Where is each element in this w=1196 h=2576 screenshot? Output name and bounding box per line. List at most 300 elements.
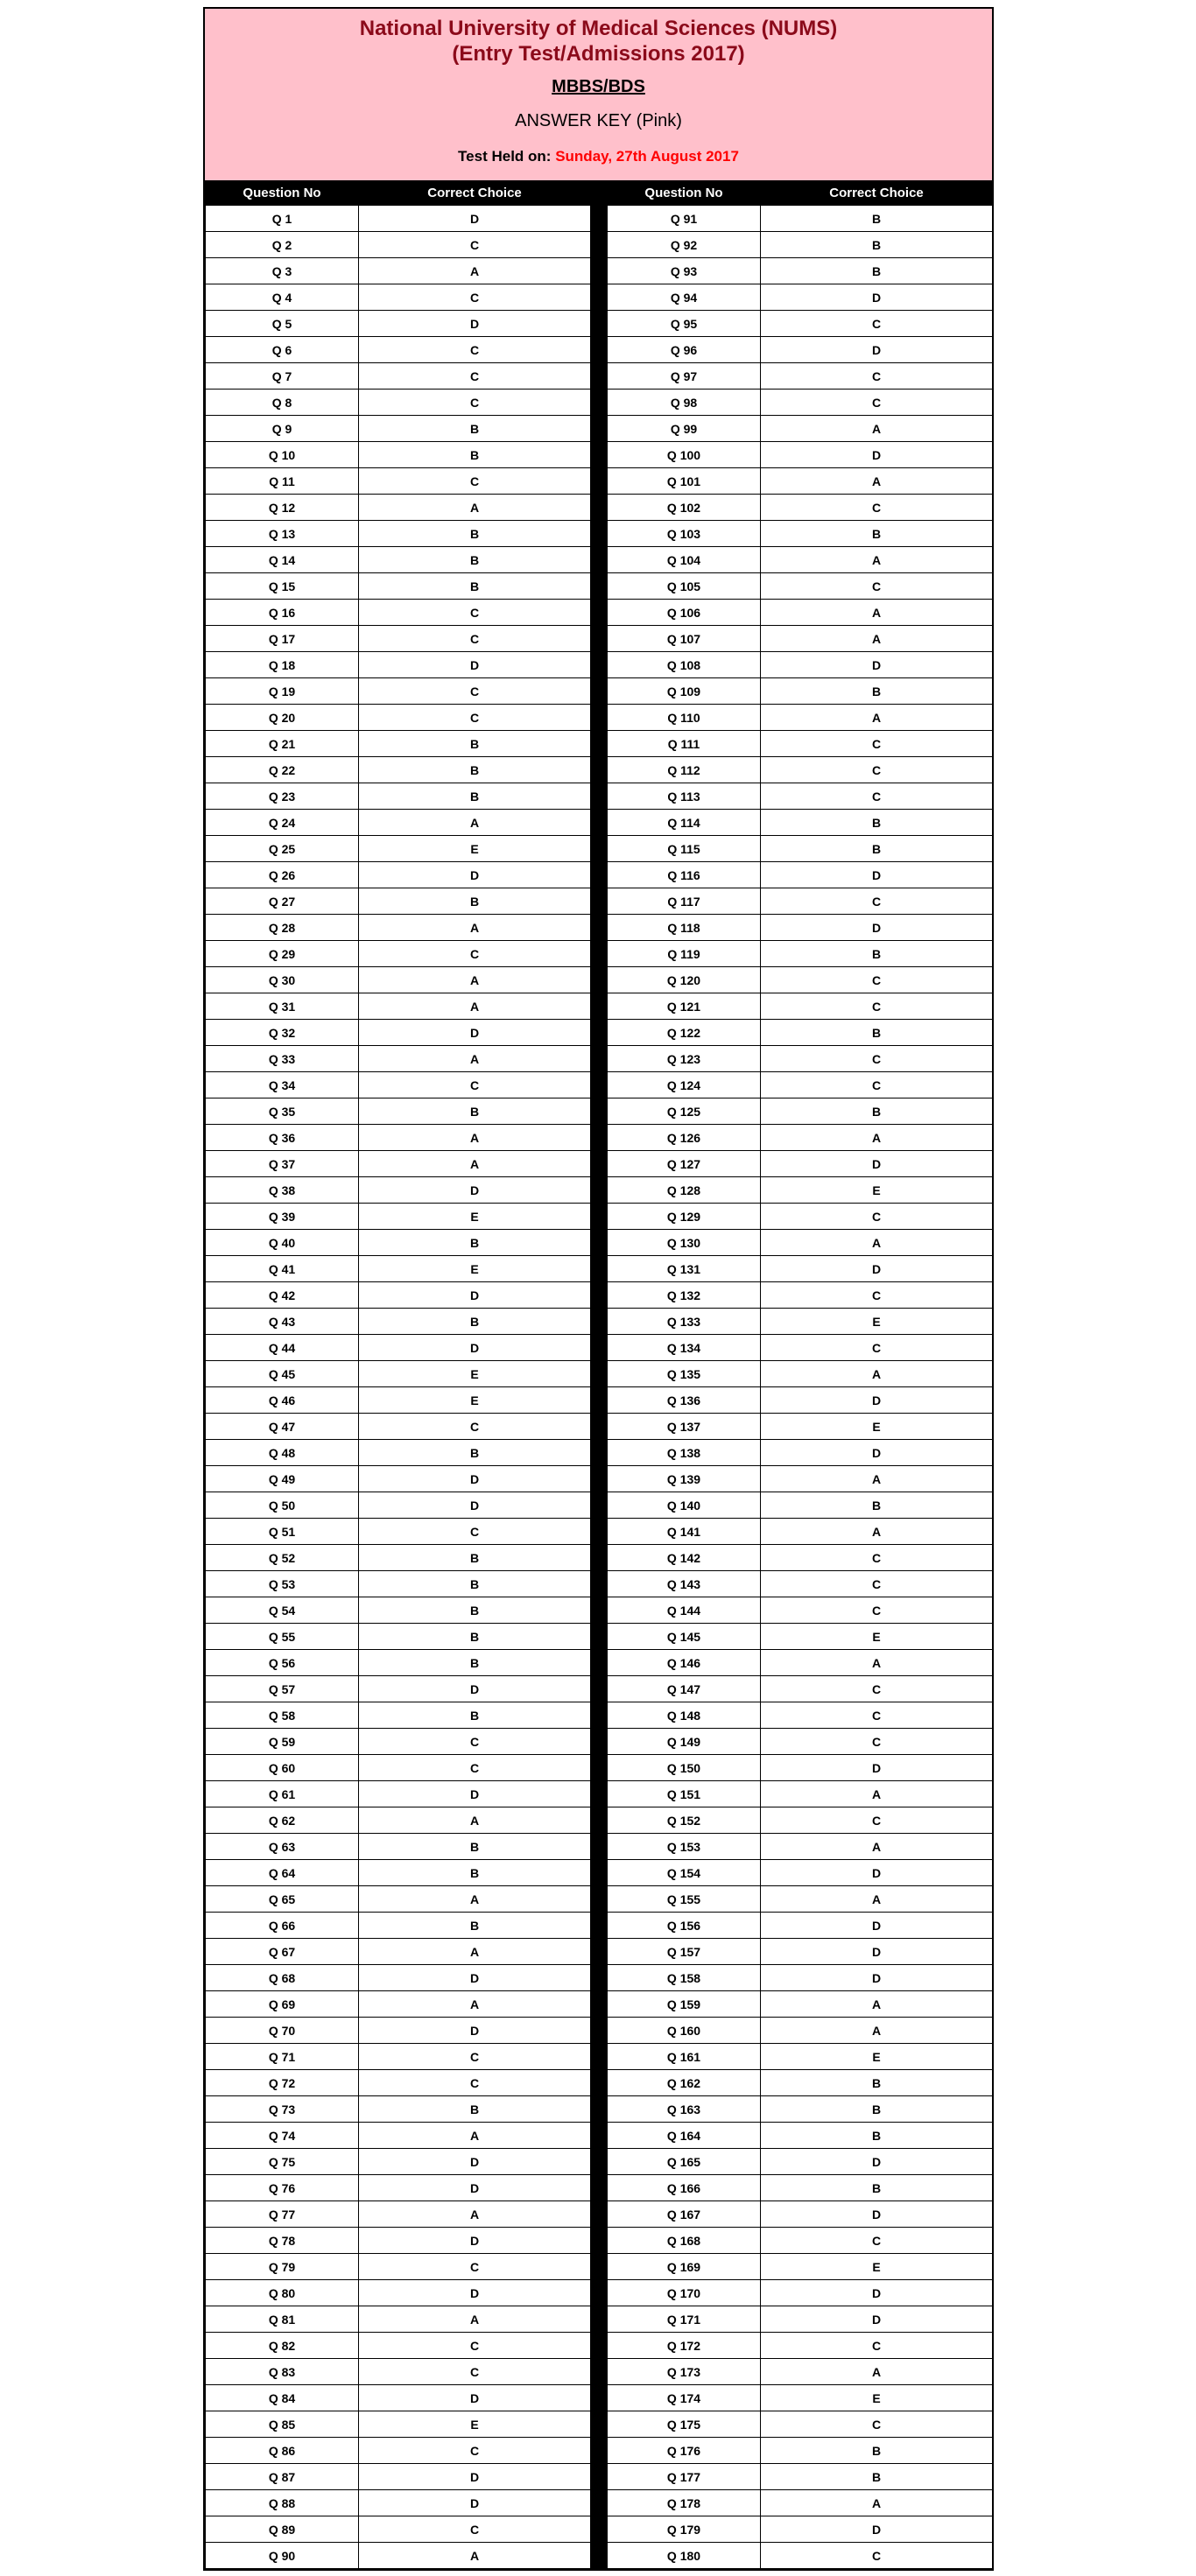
column-separator <box>591 1650 608 1676</box>
correct-choice-cell: D <box>359 2490 591 2516</box>
correct-choice-cell: E <box>761 1414 993 1440</box>
column-separator <box>591 258 608 284</box>
column-separator <box>591 1072 608 1098</box>
column-separator <box>591 284 608 311</box>
question-number-cell: Q 93 <box>608 258 761 284</box>
table-row <box>206 1098 993 1125</box>
question-number-cell: Q 15 <box>206 573 359 600</box>
question-number-cell: Q 167 <box>608 2201 761 2228</box>
table-row <box>206 337 993 363</box>
question-number-cell: Q 137 <box>608 1414 761 1440</box>
correct-choice-cell: C <box>761 2228 993 2254</box>
correct-choice-cell: C <box>359 2070 591 2096</box>
column-separator <box>591 810 608 836</box>
question-number-cell: Q 125 <box>608 1098 761 1125</box>
correct-choice-cell: C <box>761 1204 993 1230</box>
question-number-cell: Q 61 <box>206 1781 359 1807</box>
question-number-cell: Q 85 <box>206 2411 359 2438</box>
question-number-cell: Q 69 <box>206 1991 359 2018</box>
question-number-cell: Q 94 <box>608 284 761 311</box>
question-number-cell: Q 26 <box>206 862 359 888</box>
test-held-label: Test Held on: <box>458 148 552 165</box>
question-number-cell: Q 139 <box>608 1466 761 1492</box>
table-row <box>206 468 993 495</box>
correct-choice-cell: E <box>359 1256 591 1282</box>
correct-choice-cell: C <box>761 888 993 915</box>
table-row <box>206 1492 993 1519</box>
correct-choice-cell: C <box>761 363 993 390</box>
column-separator <box>591 1177 608 1204</box>
question-number-cell: Q 121 <box>608 993 761 1020</box>
table-row <box>206 2201 993 2228</box>
table-row <box>206 2385 993 2411</box>
question-number-cell: Q 138 <box>608 1440 761 1466</box>
table-row <box>206 2359 993 2385</box>
question-number-cell: Q 50 <box>206 1492 359 1519</box>
question-number-cell: Q 126 <box>608 1125 761 1151</box>
column-separator <box>591 1020 608 1046</box>
question-number-cell: Q 84 <box>206 2385 359 2411</box>
correct-choice-cell: B <box>359 573 591 600</box>
column-separator <box>591 626 608 652</box>
question-number-cell: Q 56 <box>206 1650 359 1676</box>
question-number-cell: Q 177 <box>608 2464 761 2490</box>
column-separator <box>591 678 608 705</box>
table-row <box>206 836 993 862</box>
table-row <box>206 573 993 600</box>
question-number-cell: Q 152 <box>608 1807 761 1834</box>
column-separator <box>591 2123 608 2149</box>
question-number-cell: Q 160 <box>608 2018 761 2044</box>
column-separator <box>591 1991 608 2018</box>
correct-choice-cell: A <box>761 1230 993 1256</box>
table-row <box>206 363 993 390</box>
column-separator <box>591 2385 608 2411</box>
correct-choice-cell: C <box>359 705 591 731</box>
correct-choice-cell: C <box>359 2333 591 2359</box>
correct-choice-cell: B <box>359 1545 591 1571</box>
correct-choice-cell: A <box>359 1807 591 1834</box>
column-separator <box>591 1729 608 1755</box>
column-separator <box>591 1492 608 1519</box>
question-number-cell: Q 108 <box>608 652 761 678</box>
correct-choice-cell: C <box>359 1755 591 1781</box>
question-number-cell: Q 57 <box>206 1676 359 1702</box>
table-row <box>206 678 993 705</box>
question-number-cell: Q 27 <box>206 888 359 915</box>
column-separator <box>591 1781 608 1807</box>
correct-choice-cell: B <box>761 1020 993 1046</box>
question-number-cell: Q 22 <box>206 757 359 783</box>
correct-choice-cell: D <box>761 1256 993 1282</box>
question-number-cell: Q 45 <box>206 1361 359 1387</box>
column-separator <box>591 1204 608 1230</box>
column-separator <box>591 1309 608 1335</box>
question-number-cell: Q 101 <box>608 468 761 495</box>
question-number-cell: Q 148 <box>608 1702 761 1729</box>
table-row <box>206 2306 993 2333</box>
correct-choice-cell: B <box>761 521 993 547</box>
correct-choice-cell: C <box>359 600 591 626</box>
correct-choice-cell: D <box>761 862 993 888</box>
column-separator <box>591 1807 608 1834</box>
correct-choice-cell: B <box>359 1650 591 1676</box>
question-number-cell: Q 134 <box>608 1335 761 1361</box>
column-separator <box>591 1282 608 1309</box>
question-number-cell: Q 11 <box>206 468 359 495</box>
question-number-cell: Q 112 <box>608 757 761 783</box>
question-number-cell: Q 109 <box>608 678 761 705</box>
correct-choice-cell: C <box>761 495 993 521</box>
column-separator <box>591 941 608 967</box>
question-number-cell: Q 28 <box>206 915 359 941</box>
correct-choice-cell: D <box>761 1860 993 1886</box>
question-number-cell: Q 135 <box>608 1361 761 1387</box>
correct-choice-cell: C <box>359 2044 591 2070</box>
correct-choice-cell: C <box>761 1729 993 1755</box>
question-number-cell: Q 172 <box>608 2333 761 2359</box>
correct-choice-header-left: Correct Choice <box>359 180 591 206</box>
table-row <box>206 1204 993 1230</box>
column-separator <box>591 2280 608 2306</box>
table-row <box>206 1834 993 1860</box>
correct-choice-cell: D <box>761 1151 993 1177</box>
question-number-cell: Q 106 <box>608 600 761 626</box>
question-number-cell: Q 60 <box>206 1755 359 1781</box>
correct-choice-cell: A <box>761 1834 993 1860</box>
table-row <box>206 1886 993 1913</box>
correct-choice-cell: B <box>359 1860 591 1886</box>
question-number-cell: Q 13 <box>206 521 359 547</box>
table-row <box>206 1256 993 1282</box>
column-separator <box>591 337 608 363</box>
correct-choice-cell: C <box>761 757 993 783</box>
correct-choice-cell: C <box>359 284 591 311</box>
table-row <box>206 652 993 678</box>
table-row <box>206 2018 993 2044</box>
question-number-cell: Q 66 <box>206 1913 359 1939</box>
question-number-cell: Q 77 <box>206 2201 359 2228</box>
table-row <box>206 1177 993 1204</box>
column-separator <box>591 1545 608 1571</box>
question-number-cell: Q 32 <box>206 1020 359 1046</box>
question-number-cell: Q 98 <box>608 390 761 416</box>
correct-choice-cell: A <box>761 1466 993 1492</box>
table-row <box>206 1624 993 1650</box>
question-number-cell: Q 25 <box>206 836 359 862</box>
question-number-cell: Q 96 <box>608 337 761 363</box>
correct-choice-cell: C <box>359 2254 591 2280</box>
column-separator <box>591 1939 608 1965</box>
correct-choice-cell: A <box>761 1361 993 1387</box>
table-row <box>206 1676 993 1702</box>
correct-choice-cell: C <box>359 1072 591 1098</box>
question-number-cell: Q 146 <box>608 1650 761 1676</box>
question-number-cell: Q 174 <box>608 2385 761 2411</box>
table-row <box>206 1335 993 1361</box>
correct-choice-cell: A <box>359 810 591 836</box>
correct-choice-cell: A <box>761 1886 993 1913</box>
answer-key-label: ANSWER KEY (Pink) <box>515 111 682 130</box>
correct-choice-cell: B <box>359 1571 591 1597</box>
question-number-cell: Q 170 <box>608 2280 761 2306</box>
correct-choice-cell: B <box>761 258 993 284</box>
correct-choice-cell: D <box>359 2175 591 2201</box>
correct-choice-cell: B <box>761 810 993 836</box>
column-separator <box>591 2044 608 2070</box>
correct-choice-cell: C <box>761 1597 993 1624</box>
correct-choice-cell: B <box>359 1597 591 1624</box>
table-row <box>206 1860 993 1886</box>
correct-choice-cell: B <box>761 1492 993 1519</box>
correct-choice-cell: D <box>359 2149 591 2175</box>
column-separator <box>591 2464 608 2490</box>
correct-choice-cell: D <box>359 1466 591 1492</box>
table-row <box>206 1991 993 2018</box>
column-separator <box>591 1519 608 1545</box>
correct-choice-cell: C <box>761 2543 993 2569</box>
table-row <box>206 495 993 521</box>
column-separator <box>591 1098 608 1125</box>
table-row <box>206 284 993 311</box>
correct-choice-cell: A <box>359 2123 591 2149</box>
correct-choice-cell: A <box>359 1151 591 1177</box>
column-separator <box>591 1965 608 1991</box>
question-number-cell: Q 70 <box>206 2018 359 2044</box>
table-row <box>206 1230 993 1256</box>
correct-choice-cell: D <box>359 1177 591 1204</box>
correct-choice-cell: A <box>359 915 591 941</box>
question-number-cell: Q 103 <box>608 521 761 547</box>
question-number-cell: Q 133 <box>608 1309 761 1335</box>
question-number-cell: Q 168 <box>608 2228 761 2254</box>
correct-choice-cell: B <box>761 2070 993 2096</box>
question-number-cell: Q 41 <box>206 1256 359 1282</box>
correct-choice-cell: D <box>761 1913 993 1939</box>
correct-choice-cell: A <box>359 1046 591 1072</box>
column-separator <box>591 180 608 206</box>
correct-choice-cell: D <box>359 2018 591 2044</box>
question-number-cell: Q 161 <box>608 2044 761 2070</box>
question-number-cell: Q 49 <box>206 1466 359 1492</box>
question-number-cell: Q 7 <box>206 363 359 390</box>
correct-choice-cell: A <box>359 1939 591 1965</box>
correct-choice-cell: A <box>359 1991 591 2018</box>
correct-choice-cell: E <box>761 2044 993 2070</box>
table-row <box>206 2096 993 2123</box>
correct-choice-cell: C <box>761 1676 993 1702</box>
column-separator <box>591 1755 608 1781</box>
question-number-cell: Q 97 <box>608 363 761 390</box>
correct-choice-cell: E <box>761 1309 993 1335</box>
column-separator <box>591 1440 608 1466</box>
column-separator <box>591 1335 608 1361</box>
table-row <box>206 626 993 652</box>
correct-choice-cell: B <box>359 547 591 573</box>
correct-choice-cell: D <box>761 1387 993 1414</box>
correct-choice-cell: B <box>359 2096 591 2123</box>
correct-choice-cell: A <box>761 1781 993 1807</box>
question-number-cell: Q 29 <box>206 941 359 967</box>
question-number-cell: Q 63 <box>206 1834 359 1860</box>
correct-choice-cell: A <box>761 1991 993 2018</box>
correct-choice-cell: D <box>761 2306 993 2333</box>
table-row <box>206 2464 993 2490</box>
question-number-cell: Q 88 <box>206 2490 359 2516</box>
correct-choice-cell: D <box>761 1965 993 1991</box>
question-number-cell: Q 166 <box>608 2175 761 2201</box>
correct-choice-cell: B <box>359 757 591 783</box>
table-row <box>206 2490 993 2516</box>
correct-choice-cell: B <box>359 1230 591 1256</box>
question-number-cell: Q 58 <box>206 1702 359 1729</box>
question-number-cell: Q 20 <box>206 705 359 731</box>
question-number-cell: Q 91 <box>608 206 761 232</box>
correct-choice-cell: A <box>359 2306 591 2333</box>
question-number-cell: Q 90 <box>206 2543 359 2569</box>
table-row <box>206 967 993 993</box>
table-row <box>206 2411 993 2438</box>
column-separator <box>591 1230 608 1256</box>
column-separator <box>591 1571 608 1597</box>
column-separator <box>591 705 608 731</box>
column-separator <box>591 1387 608 1414</box>
test-date: Sunday, 27th August 2017 <box>555 148 739 165</box>
table-row <box>206 232 993 258</box>
correct-choice-cell: B <box>761 836 993 862</box>
question-number-cell: Q 150 <box>608 1755 761 1781</box>
question-number-cell: Q 115 <box>608 836 761 862</box>
question-number-cell: Q 145 <box>608 1624 761 1650</box>
correct-choice-cell: B <box>761 941 993 967</box>
correct-choice-cell: C <box>359 1729 591 1755</box>
question-number-cell: Q 100 <box>608 442 761 468</box>
question-number-cell: Q 21 <box>206 731 359 757</box>
question-number-cell: Q 149 <box>608 1729 761 1755</box>
correct-choice-cell: C <box>761 1807 993 1834</box>
correct-choice-cell: B <box>761 2438 993 2464</box>
correct-choice-cell: D <box>761 2280 993 2306</box>
correct-choice-cell: E <box>761 1177 993 1204</box>
question-number-cell: Q 2 <box>206 232 359 258</box>
column-separator <box>591 468 608 495</box>
correct-choice-cell: B <box>761 2123 993 2149</box>
column-separator <box>591 1414 608 1440</box>
question-number-cell: Q 8 <box>206 390 359 416</box>
question-number-cell: Q 9 <box>206 416 359 442</box>
correct-choice-cell: C <box>761 573 993 600</box>
table-row <box>206 600 993 626</box>
table-row <box>206 1072 993 1098</box>
question-number-cell: Q 99 <box>608 416 761 442</box>
correct-choice-cell: D <box>761 1440 993 1466</box>
answer-key-body <box>206 206 993 2569</box>
correct-choice-cell: E <box>761 2254 993 2280</box>
question-number-cell: Q 1 <box>206 206 359 232</box>
table-row <box>206 1466 993 1492</box>
correct-choice-cell: B <box>761 206 993 232</box>
question-number-cell: Q 53 <box>206 1571 359 1597</box>
table-row <box>206 1361 993 1387</box>
question-number-cell: Q 31 <box>206 993 359 1020</box>
correct-choice-cell: A <box>761 626 993 652</box>
question-number-cell: Q 73 <box>206 2096 359 2123</box>
table-row <box>206 1807 993 1834</box>
column-separator <box>591 2359 608 2385</box>
correct-choice-cell: E <box>359 836 591 862</box>
question-number-cell: Q 136 <box>608 1387 761 1414</box>
table-row <box>206 1650 993 1676</box>
question-number-cell: Q 155 <box>608 1886 761 1913</box>
question-number-cell: Q 95 <box>608 311 761 337</box>
question-number-cell: Q 158 <box>608 1965 761 1991</box>
question-number-cell: Q 68 <box>206 1965 359 1991</box>
correct-choice-cell: C <box>761 1282 993 1309</box>
question-number-cell: Q 142 <box>608 1545 761 1571</box>
column-separator <box>591 600 608 626</box>
table-row <box>206 731 993 757</box>
correct-choice-cell: B <box>359 1834 591 1860</box>
correct-choice-cell: D <box>359 1492 591 1519</box>
question-number-cell: Q 46 <box>206 1387 359 1414</box>
question-number-cell: Q 34 <box>206 1072 359 1098</box>
correct-choice-cell: D <box>359 1781 591 1807</box>
column-separator <box>591 206 608 232</box>
correct-choice-cell: A <box>359 2543 591 2569</box>
correct-choice-cell: C <box>761 783 993 810</box>
column-separator <box>591 2333 608 2359</box>
table-row <box>206 2254 993 2280</box>
column-separator <box>591 311 608 337</box>
correct-choice-cell: D <box>359 206 591 232</box>
question-number-cell: Q 107 <box>608 626 761 652</box>
correct-choice-cell: D <box>761 442 993 468</box>
table-row <box>206 941 993 967</box>
column-separator <box>591 1913 608 1939</box>
question-number-cell: Q 87 <box>206 2464 359 2490</box>
correct-choice-cell: D <box>761 2149 993 2175</box>
question-number-cell: Q 23 <box>206 783 359 810</box>
question-number-cell: Q 140 <box>608 1492 761 1519</box>
column-separator <box>591 521 608 547</box>
column-separator <box>591 2096 608 2123</box>
question-number-cell: Q 38 <box>206 1177 359 1204</box>
table-row <box>206 1755 993 1781</box>
question-number-cell: Q 153 <box>608 1834 761 1860</box>
table-row <box>206 206 993 232</box>
column-separator <box>591 836 608 862</box>
correct-choice-cell: B <box>359 1309 591 1335</box>
column-separator <box>591 1597 608 1624</box>
table-row <box>206 311 993 337</box>
question-number-cell: Q 92 <box>608 232 761 258</box>
table-row <box>206 1282 993 1309</box>
correct-choice-cell: A <box>761 547 993 573</box>
table-row <box>206 2044 993 2070</box>
correct-choice-cell: C <box>761 1072 993 1098</box>
correct-choice-cell: C <box>359 2438 591 2464</box>
table-row <box>206 521 993 547</box>
correct-choice-cell: A <box>359 1886 591 1913</box>
question-number-cell: Q 42 <box>206 1282 359 1309</box>
table-row <box>206 2123 993 2149</box>
column-separator <box>591 573 608 600</box>
correct-choice-cell: C <box>761 1545 993 1571</box>
question-number-cell: Q 119 <box>608 941 761 967</box>
table-row <box>206 1414 993 1440</box>
correct-choice-cell: E <box>359 1204 591 1230</box>
table-row <box>206 2070 993 2096</box>
